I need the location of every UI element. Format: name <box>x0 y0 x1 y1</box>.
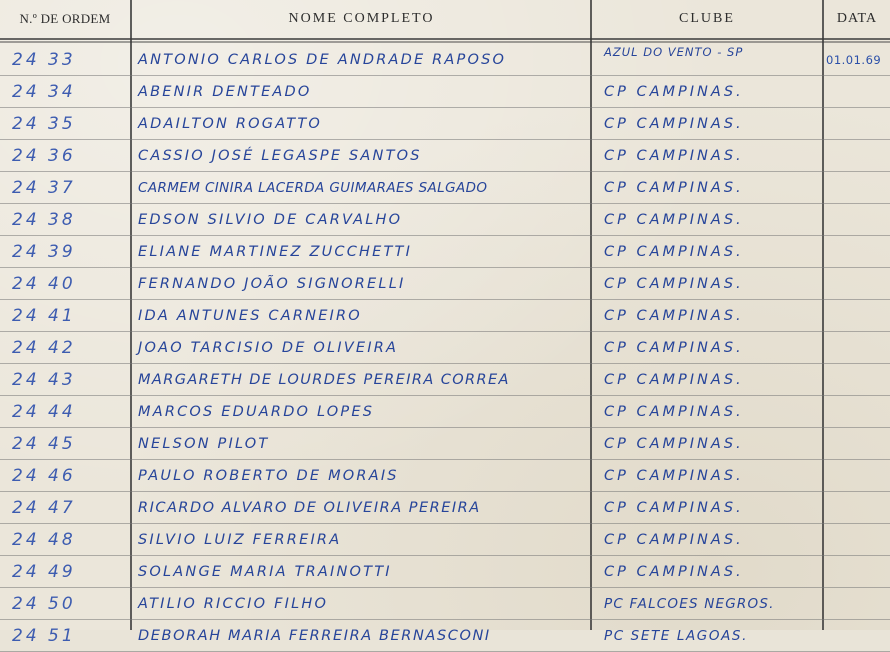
full-name: NELSON PILOT <box>138 435 270 452</box>
full-name: IDA ANTUNES CARNEIRO <box>138 307 362 324</box>
club-name: CP CAMPINAS. <box>604 435 744 452</box>
full-name: SILVIO LUIZ FERREIRA <box>138 531 342 548</box>
club-name: CP CAMPINAS. <box>604 499 744 516</box>
date <box>826 524 890 555</box>
date <box>826 620 890 651</box>
full-name: ATILIO RICCIO FILHO <box>138 595 329 612</box>
full-name: SOLANGE MARIA TRAINOTTI <box>138 563 392 580</box>
register-rows <box>0 44 890 652</box>
header-rule <box>0 41 890 43</box>
club-name: CP CAMPINAS. <box>604 307 744 324</box>
table-row <box>0 332 890 364</box>
full-name: RICARDO ALVARO DE OLIVEIRA PEREIRA <box>138 499 481 516</box>
date <box>826 428 890 459</box>
date <box>826 172 890 203</box>
table-row <box>0 172 890 204</box>
ordem-number: 24 34 <box>12 81 76 102</box>
table-row <box>0 300 890 332</box>
club-name: CP CAMPINAS. <box>604 275 744 292</box>
table-row <box>0 236 890 268</box>
table-row <box>0 620 890 652</box>
table-row <box>0 44 890 76</box>
club-name: CP CAMPINAS. <box>604 115 744 132</box>
table-row <box>0 204 890 236</box>
ordem-number: 24 43 <box>12 369 76 390</box>
ordem-number: 24 47 <box>12 497 76 518</box>
ordem-number: 24 49 <box>12 561 76 582</box>
header-nome: NOME COMPLETO <box>288 11 435 26</box>
date <box>826 556 890 587</box>
club-name: CP CAMPINAS. <box>604 403 744 420</box>
ordem-number: 24 51 <box>12 625 76 646</box>
club-name: CP CAMPINAS. <box>604 179 744 196</box>
date <box>826 268 890 299</box>
ordem-number: 24 48 <box>12 529 76 550</box>
full-name: ANTONIO CARLOS DE ANDRADE RAPOSO <box>138 51 507 68</box>
ordem-number: 24 44 <box>12 401 76 422</box>
ordem-number: 24 35 <box>12 113 76 134</box>
full-name: MARCOS EDUARDO LOPES <box>138 403 375 420</box>
club-name: CP CAMPINAS. <box>604 563 744 580</box>
full-name: MARGARETH DE LOURDES PEREIRA CORREA <box>138 371 510 388</box>
club-name: PC FALCOES NEGROS. <box>604 595 775 612</box>
club-name: CP CAMPINAS. <box>604 531 744 548</box>
full-name: JOAO TARCISIO DE OLIVEIRA <box>138 339 399 356</box>
full-name: ABENIR DENTEADO <box>138 83 312 100</box>
ordem-number: 24 39 <box>12 241 76 262</box>
club-name: PC SETE LAGOAS. <box>604 627 748 644</box>
full-name: DEBORAH MARIA FERREIRA BERNASCONI <box>138 627 491 644</box>
date <box>826 332 890 363</box>
table-row <box>0 492 890 524</box>
ordem-number: 24 36 <box>12 145 76 166</box>
table-row <box>0 428 890 460</box>
table-row <box>0 108 890 140</box>
club-name: CP CAMPINAS. <box>604 371 744 388</box>
table-row <box>0 140 890 172</box>
ordem-number: 24 33 <box>12 49 76 70</box>
ordem-number: 24 40 <box>12 273 76 294</box>
club-name: CP CAMPINAS. <box>604 147 744 164</box>
header-clube: CLUBE <box>679 11 735 26</box>
ordem-number: 24 50 <box>12 593 76 614</box>
date <box>826 492 890 523</box>
full-name: ADAILTON ROGATTO <box>138 115 323 132</box>
club-name: CP CAMPINAS. <box>604 243 744 260</box>
club-name: CP CAMPINAS. <box>604 83 744 100</box>
date <box>826 364 890 395</box>
header-data: DATA <box>836 11 878 26</box>
date <box>826 236 890 267</box>
table-row <box>0 364 890 396</box>
club-name: AZUL DO VENTO - SP <box>604 45 744 59</box>
date <box>826 108 890 139</box>
ordem-number: 24 38 <box>12 209 76 230</box>
table-row <box>0 556 890 588</box>
ordem-number: 24 45 <box>12 433 76 454</box>
full-name: ELIANE MARTINEZ ZUCCHETTI <box>138 243 413 260</box>
date: 01.01.69 <box>826 52 882 67</box>
table-row <box>0 588 890 620</box>
date <box>826 588 890 619</box>
table-row <box>0 76 890 108</box>
full-name: CASSIO JOSÉ LEGASPE SANTOS <box>138 147 422 164</box>
ordem-number: 24 46 <box>12 465 76 486</box>
full-name: CARMEM CINIRA LACERDA GUIMARAES SALGADO <box>138 179 488 196</box>
full-name: FERNANDO JOÃO SIGNORELLI <box>138 275 406 292</box>
date <box>826 140 890 171</box>
club-name: CP CAMPINAS. <box>604 467 744 484</box>
table-row <box>0 396 890 428</box>
date <box>826 300 890 331</box>
ordem-number: 24 42 <box>12 337 76 358</box>
ordem-number: 24 41 <box>12 305 76 326</box>
date <box>826 460 890 491</box>
ordem-number: 24 37 <box>12 177 76 198</box>
club-name: CP CAMPINAS. <box>604 211 744 228</box>
table-row <box>0 524 890 556</box>
table-row <box>0 460 890 492</box>
header-rule <box>0 38 890 40</box>
table-row <box>0 268 890 300</box>
club-name: CP CAMPINAS. <box>604 339 744 356</box>
full-name: PAULO ROBERTO DE MORAIS <box>138 467 399 484</box>
date <box>826 204 890 235</box>
date <box>826 76 890 107</box>
full-name: EDSON SILVIO DE CARVALHO <box>138 211 403 228</box>
header-ordem: N.º DE ORDEM <box>19 11 111 26</box>
date <box>826 396 890 427</box>
